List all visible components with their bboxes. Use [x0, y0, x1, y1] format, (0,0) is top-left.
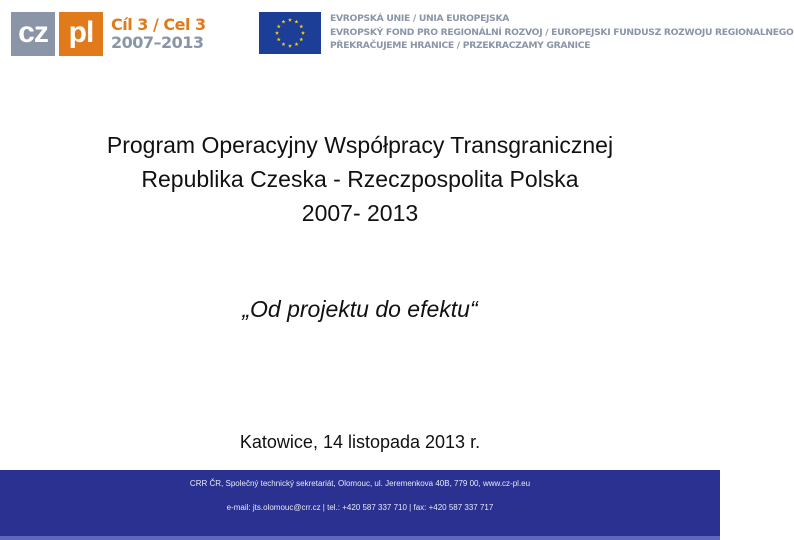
eu-star-icon	[301, 31, 305, 35]
eu-text-line-3: PŘEKRAČUJEME HRANICE / PRZEKRACZAMY GRANICE	[330, 40, 591, 51]
title-line-2: Republika Czeska - Rzeczpospolita Polska	[141, 166, 579, 192]
eu-star-icon	[277, 24, 281, 28]
eu-star-icon	[295, 42, 299, 46]
eu-star-icon	[295, 20, 299, 24]
eu-flag-icon	[259, 12, 321, 54]
footer-address: CRR ČR, Společný technický sekretariát, Olomouc, ul. Jeremenkova 40B, 779 00, www.cz-pl.eu	[189, 479, 531, 488]
cz-pl-logo	[11, 12, 206, 56]
eu-star-icon	[288, 44, 292, 48]
eu-text-line-2: EVROPSKÝ FOND PRO REGIONÁLNÍ ROZVOJ / EUROPEJSKI FUNDUSZ ROZWOJU REGIONALNEGO	[330, 26, 794, 38]
eu-star-icon	[277, 37, 281, 41]
title-line-3: 2007- 2013	[301, 200, 419, 226]
eu-star-icon	[288, 18, 292, 22]
eu-star-icon	[299, 37, 303, 41]
logo-years-label: 2007–2013	[111, 33, 204, 52]
logo-text	[111, 12, 206, 56]
eu-star-icon	[282, 42, 286, 46]
footer-contact: e-mail: jts.olomouc@crr.cz | tel.: +420 587 337 710 | fax: +420 587 337 717	[226, 503, 494, 512]
logo-cz-box: cz	[11, 12, 55, 56]
place-date: Katowice, 14 listopada 2013 r.	[239, 432, 481, 452]
eu-star-icon	[299, 24, 303, 28]
eu-funding-text	[330, 12, 794, 53]
logo-program-label: Cíl 3 / Cel 3	[111, 15, 206, 34]
eu-star-icon	[282, 20, 286, 24]
header	[0, 0, 794, 70]
logo-pl-box: pl	[59, 12, 103, 56]
eu-text-line-1: EVROPSKÁ UNIE / UNIA EUROPEJSKA	[330, 13, 510, 24]
subtitle: „Od projektu do efektu“	[242, 296, 478, 322]
eu-star-icon	[275, 31, 279, 35]
title-line-1: Program Operacyjny Współpracy Transgranicznej	[106, 132, 614, 158]
footer-stripe	[0, 536, 720, 540]
page-title	[0, 128, 720, 230]
footer	[0, 470, 720, 540]
